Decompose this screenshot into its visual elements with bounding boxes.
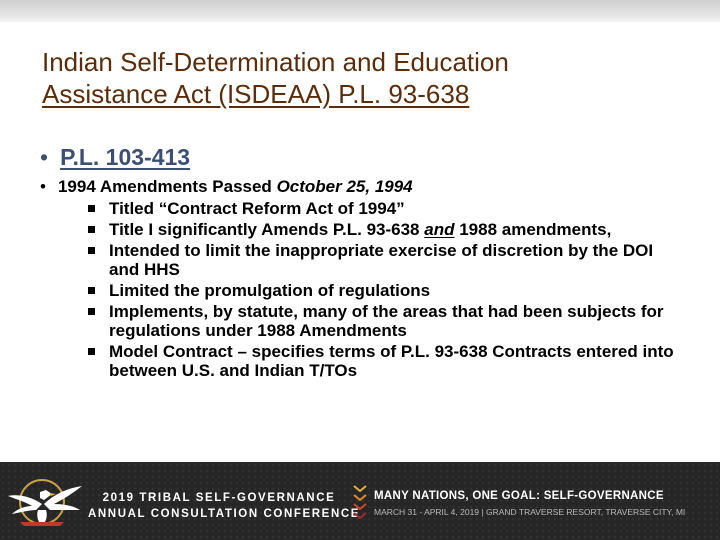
secondary-bullet-text: 1994 Amendments Passed	[57, 177, 272, 196]
conference-title-line-2: ANNUAL CONSULTATION CONFERENCE	[88, 508, 361, 520]
slide-title	[42, 46, 702, 110]
bullet-marker: •	[40, 144, 49, 170]
conference-title-line-1: 2019 TRIBAL SELF-GOVERNANCE	[102, 492, 336, 504]
list-item	[88, 342, 688, 380]
secondary-bullet-date: October 25, 1994	[276, 177, 413, 196]
square-bullet-icon	[88, 348, 95, 355]
secondary-bullet	[40, 177, 413, 197]
conference-motto: MANY NATIONS, ONE GOAL: SELF-GOVERNANCE	[374, 490, 664, 502]
list-item-text: Title I significantly Amends P.L. 93-638	[109, 220, 420, 239]
list-item-emphasis: and	[424, 220, 455, 239]
title-line-2: Assistance Act (ISDEAA) P.L. 93-638	[42, 79, 470, 109]
primary-bullet	[40, 144, 190, 171]
list-item-text: Model Contract – specifies terms of P.L. 93-638 Contracts entered into between U.S. and Indian T/TOs	[109, 342, 674, 380]
primary-bullet-label: P.L. 103-413	[60, 144, 191, 170]
list-item-text: Titled “Contract Reform Act of 1994”	[109, 199, 405, 218]
footer-banner	[0, 462, 720, 540]
square-bullet-icon	[88, 308, 95, 315]
list-item	[88, 241, 688, 279]
square-bullet-icon	[88, 226, 95, 233]
square-bullet-icon	[88, 247, 95, 254]
list-item-text: 1988 amendments,	[459, 220, 612, 239]
square-bullet-icon	[88, 205, 95, 212]
list-item	[88, 199, 688, 218]
conference-title	[88, 490, 361, 522]
list-item-text: Implements, by statute, many of the areas that had been subjects for regulations under 1988 Amendments	[109, 302, 664, 340]
sub-bullet-list	[88, 199, 688, 382]
list-item-text: Limited the promulgation of regulations	[109, 281, 431, 300]
square-bullet-icon	[88, 287, 95, 294]
bullet-marker: •	[40, 177, 46, 196]
list-item-text: Intended to limit the inappropriate exercise of discretion by the DOI and HHS	[109, 241, 654, 279]
event-details: MARCH 31 - APRIL 4, 2019 | GRAND TRAVERSE RESORT, TRAVERSE CITY, MI	[374, 507, 686, 517]
list-item	[88, 220, 688, 239]
list-item	[88, 281, 688, 300]
chevron-divider-icon	[352, 484, 368, 522]
list-item	[88, 302, 688, 340]
top-bar	[0, 0, 720, 22]
eagle-emblem-icon	[6, 470, 84, 532]
title-line-1: Indian Self-Determination and Education	[42, 47, 509, 77]
